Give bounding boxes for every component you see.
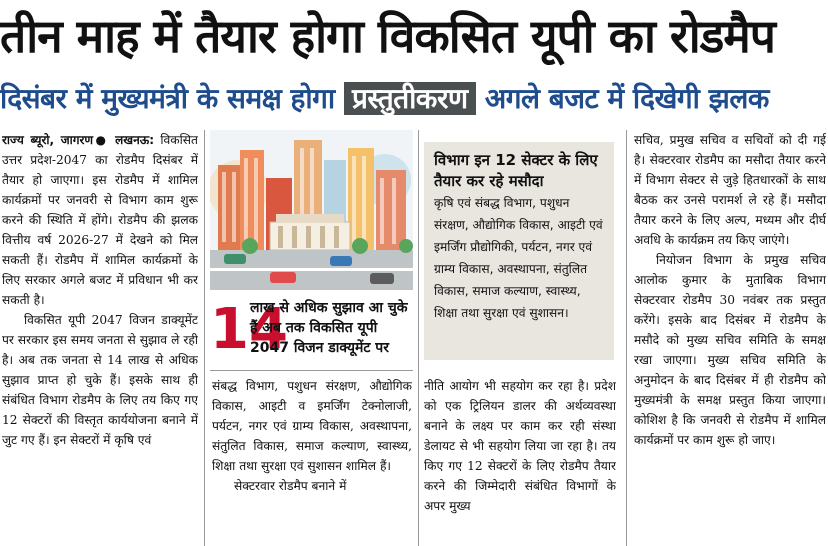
column-4 xyxy=(634,130,826,546)
headline: तीन माह में तैयार होगा विकसित यूपी का रोडमैप xyxy=(0,9,775,63)
sectors-box xyxy=(424,142,614,360)
pull-quote-number: 14 xyxy=(210,297,288,362)
sectors-box-body: कृषि एवं संबद्ध विभाग, पशुधन संरक्षण, औद्योगिक विकास, आइटी एवं इमर्जिंग प्रौद्योगिकी, पर्यटन, नगर एवं ग्राम्य विकास, अवस्थापना, संतुलित विकास, समाज कल्याण, स्वास्थ्य, शिक्षा तथा सुरक्षा एवं सुशासन। xyxy=(434,196,603,320)
column-3-para-1: नीति आयोग भी सहयोग कर रहा है। प्रदेश को एक ट्रिलियन डालर की अर्थव्यवस्था बनाने के लक्ष्य पर काम कर रही संस्था डेलायट से भी सहयोग लिया जा रहा है। तय किए गए 12 सेक्टरों के लिए रोडमैप तैयार करने की जिम्मेदारी संबंधित विभागों के अपर मुख्य xyxy=(424,379,616,513)
subheadline-after: अगले बजट में दिखेगी झलक xyxy=(484,82,769,115)
subheadline xyxy=(0,76,828,122)
column-divider xyxy=(204,130,205,546)
column-3 xyxy=(424,376,616,546)
byline: राज्य ब्यूरो, जागरण● लखनऊ: xyxy=(2,133,154,147)
sectors-box-title: विभाग इन 12 सेक्टर के लिए तैयार कर रहे मसौदा xyxy=(434,151,598,190)
column-1-para-1: विकसित उत्तर प्रदेश-2047 का रोडमैप दिसंबर में तैयार हो जाएगा। इस रोडमैप में शामिल कार्यक्रमों पर जनवरी से विभाग काम शुरू करने की स्थिति में होंगे। रोडमैप की झलक वित्तीय वर्ष 2026-27 में देखने को मिल सकती हैं। रोडमैप में शामिल कार्यक्रमों के लिए सरकार अगले बजट में प्रविधान भी कर सकती है। xyxy=(2,133,198,307)
column-1-para-2: विकसित यूपी 2047 विजन डाक्यूमेंट पर सरकार इस समय जनता से सुझाव ले रही है। अब तक जनता से 14 लाख से अधिक सुझाव प्राप्त हो चुके हैं। इसके साथ ही संबंधित विभाग रोडमैप के लिए तय किए गए 12 सेक्टरों की विस्तृत कार्ययोजना बनाने में जुट गए हैं। इन सेक्टरों में कृषि एवं xyxy=(2,313,198,447)
column-2 xyxy=(212,376,412,546)
column-divider xyxy=(418,130,419,546)
column-2-para-1: संबद्ध विभाग, पशुधन संरक्षण, औद्योगिक विकास, आइटी व इमर्जिंग टेक्नोलाजी, पर्यटन, नगर एवं ग्राम्य विकास, अवस्थापना, संतुलित विकास, समाज कल्याण, स्वास्थ्य, शिक्षा तथा सुरक्षा एवं सुशासन शामिल हैं। xyxy=(212,379,412,473)
city-illustration xyxy=(210,130,413,290)
pull-quote-rule xyxy=(210,370,413,371)
column-4-para-2: नियोजन विभाग के प्रमुख सचिव आलोक कुमार के मुताबिक विभाग सेक्टरवार रोडमैप 30 नवंबर तक प्रस्तुत करेंगे। इसके बाद दिसंबर में रोडमैप के मसौदे को मुख्य सचिव समिति के समक्ष रखा जाएगा। मुख्य सचिव समिति के अनुमोदन के बाद दिसंबर में ही रोडमैप को मुख्यमंत्री के समक्ष प्रस्तुत किया जाएगा। कोशिश है कि जनवरी से रोडमैप में शामिल कार्यक्रमों पर काम शुरू हो जाए। xyxy=(634,253,826,447)
pull-quote xyxy=(210,292,413,368)
column-1 xyxy=(2,130,198,546)
column-divider xyxy=(626,130,627,546)
subheadline-before: दिसंबर में मुख्यमंत्री के समक्ष होगा xyxy=(0,82,335,115)
column-4-para-1: सचिव, प्रमुख सचिव व सचिवों को दी गई है। सेक्टरवार रोडमैप का मसौदा तैयार करने में विभाग सेक्टर से जुड़े हितधारकों के साथ बैठक कर उनसे परामर्श ले रहे हैं। मसौदा तैयार करने के लिए अल्प, मध्यम और दीर्घ अवधि के कार्यक्रम तय किए जाएंगे। xyxy=(634,133,826,247)
column-2-para-2: सेक्टरवार रोडमैप बनाने में xyxy=(234,479,347,493)
pull-quote-text: लाख से अधिक सुझाव आ चुके हैं अब तक विकसित यूपी 2047 विजन डाक्यूमेंट पर xyxy=(250,300,408,356)
city-skyline-icon xyxy=(210,130,413,290)
subheadline-highlight: प्रस्तुतीकरण xyxy=(344,82,476,115)
